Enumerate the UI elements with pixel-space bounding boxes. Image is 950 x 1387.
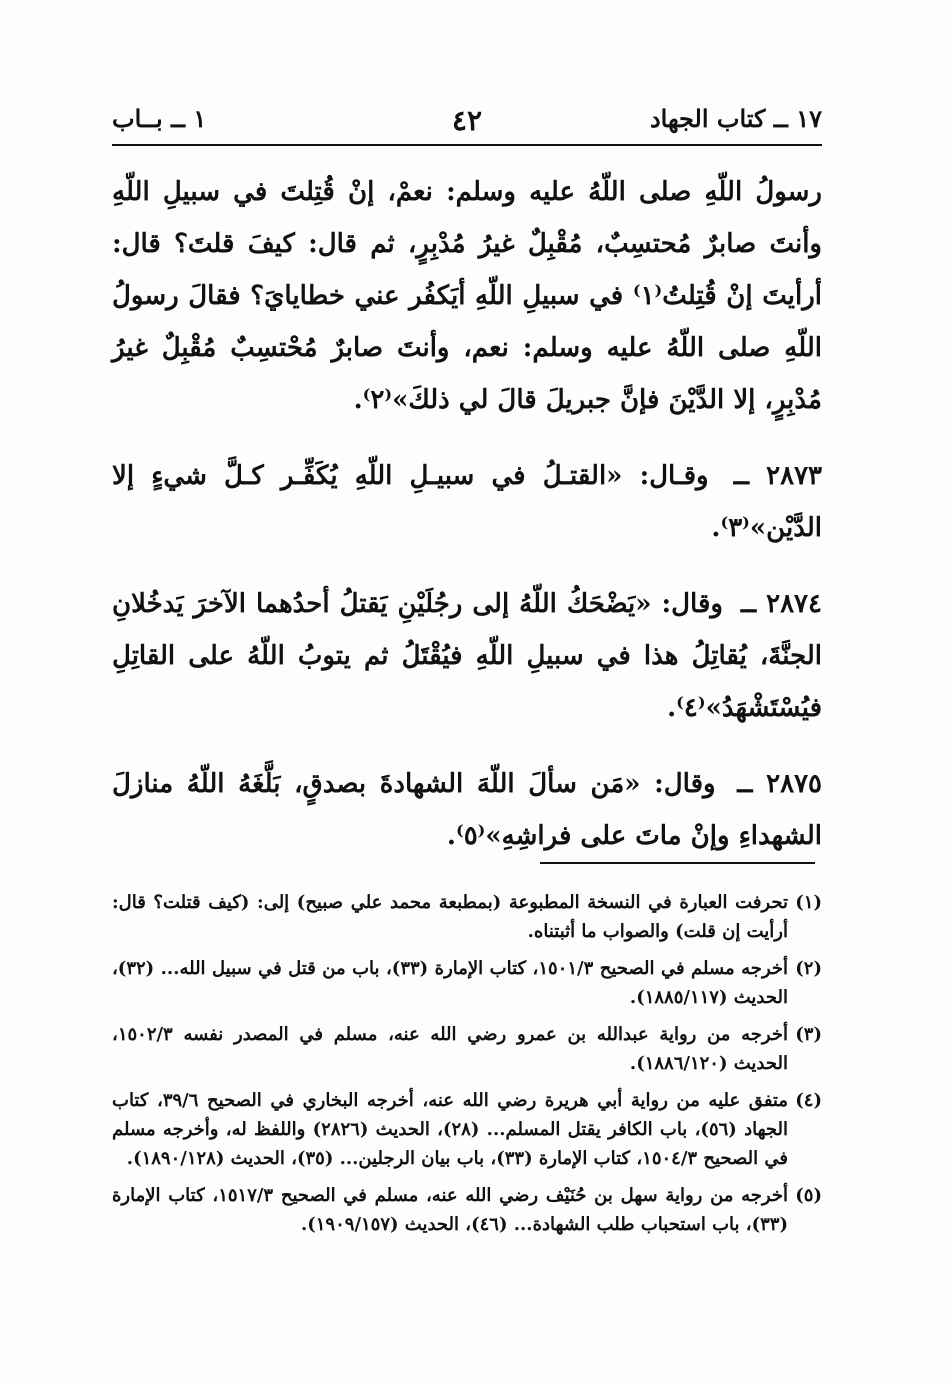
footnote-5 xyxy=(112,1181,822,1239)
paragraph-text: وقال: «مَن سألَ اللّهَ الشهادةَ بصدقٍ، بَلَّغَهُ اللّهُ منازلَ الشهداءِ وإنْ ماتَ على فراشِهِ»⁽٥⁾. xyxy=(112,769,822,851)
hadith-2875 xyxy=(112,758,822,862)
footnotes xyxy=(112,888,822,1247)
footnote-1 xyxy=(112,888,822,946)
footnote-mark: (٣) xyxy=(795,1024,822,1045)
paragraph-text: وقـال: «القتـلُ في سبيـلِ اللّهِ يُكَفِّـر كـلَّ شيءٍ إلا الدَّيْن»⁽٣⁾. xyxy=(112,461,822,543)
hadith-number: ٢٨٧٥ ــ xyxy=(737,769,822,799)
footnote-mark: (٥) xyxy=(795,1185,822,1206)
paragraph-text: وقال: «يَضْحَكُ اللّهُ إلى رجُلَيْنِ يَقتلُ أحدُهما الآخرَ يَدخُلانِ الجنَّةَ، يُقاتِلُ هذا في سبيلِ اللّهِ فيُقْتَلُ ثم يتوبُ اللّهُ على القاتِلِ فيُسْتَشْهَدُ»⁽٤⁾. xyxy=(112,589,822,723)
footnote-text: أخرجه من رواية عبدالله بن عمرو رضي الله عنه، مسلم في المصدر نفسه ١٥٠٢/٣، الحديث (١٨٨٦/١٢٠). xyxy=(112,1024,788,1074)
paragraph-continuation xyxy=(112,166,822,426)
footnote-text: متفق عليه من رواية أبي هريرة رضي الله عنه، أخرجه البخاري في الصحيح ٣٩/٦، كتاب الجهاد (٥٦)، باب الكافر يقتل المسلم... (٢٨)، الحديث (٢٨٢٦) واللفظ له، وأخرجه مسلم في الصحيح ١٥٠٤/٣، كتاب الإمارة (٣٣)، باب بيان الرجلين... (٣٥)، الحديث (١٨٩٠/١٢٨). xyxy=(112,1090,788,1169)
hadith-2874 xyxy=(112,578,822,734)
footnote-mark: (٢) xyxy=(795,958,822,979)
hadith-number: ٢٨٧٤ ــ xyxy=(740,589,822,619)
footnote-2 xyxy=(112,954,822,1012)
running-header xyxy=(112,100,822,146)
footnote-mark: (٤) xyxy=(795,1090,822,1111)
footnote-mark: (١) xyxy=(795,892,822,913)
paragraph-text: رسولُ اللّهِ صلى اللّهُ عليه وسلم: نعمْ، إنْ قُتِلتَ في سبيلِ اللّهِ وأنتَ صابرٌ مُحتسِبٌ، مُقْبِلٌ غيرُ مُدْبِرٍ، ثم قال: كيفَ قلتَ؟ قال: أرأيتَ إنْ قُتِلتُ⁽١⁾ في سبيلِ اللّهِ أيَكفُر عني خطايايَ؟ فقالَ رسولُ اللّهِ صلى اللّهُ عليه وسلم: نعم، وأنتَ صابرٌ مُحْتسِبٌ مُقْبِلٌ غيرُ مُدْبِرٍ، إلا الدَّيْنَ فإنَّ جبريلَ قالَ لي ذلكَ»⁽٢⁾. xyxy=(112,177,822,415)
header-section: ١ ــ بــاب xyxy=(112,104,207,133)
footnote-3 xyxy=(112,1020,822,1078)
hadith-2873 xyxy=(112,450,822,554)
header-chapter: ١٧ ــ كتاب الجهاد xyxy=(649,104,822,133)
footnote-4 xyxy=(112,1086,822,1173)
footnote-separator xyxy=(540,862,815,864)
hadith-number: ٢٨٧٣ ــ xyxy=(733,461,822,491)
footnote-text: أخرجه من رواية سهل بن حُنَيْف رضي الله عنه، مسلم في الصحيح ١٥١٧/٣، كتاب الإمارة (٣٣)، باب استحباب طلب الشهادة... (٤٦)، الحديث (١٩٠٩/١٥٧). xyxy=(112,1185,788,1235)
footnote-text: أخرجه مسلم في الصحيح ١٥٠١/٣، كتاب الإمارة (٣٣)، باب من قتل في سبيل الله... (٣٢)، الحديث (١٨٨٥/١١٧). xyxy=(112,958,788,1008)
footnote-text: تحرفت العبارة في النسخة المطبوعة (بمطبعة محمد علي صبيح) إلى: (كيف قتلت؟ قال: أرأيت إن قلت) والصواب ما أثبتناه. xyxy=(112,892,788,942)
main-text xyxy=(112,166,822,886)
page-number: ٤٢ xyxy=(451,104,483,137)
